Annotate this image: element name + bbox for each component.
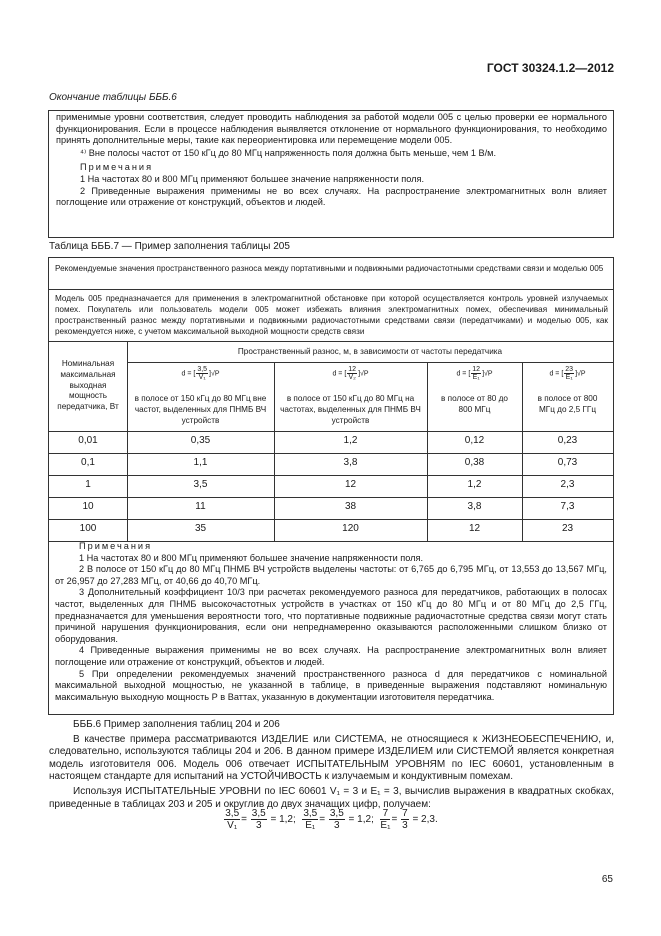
note-4: 4 Приведенные выражения применимы не во всех случаях. На распространение электромагнитных волн влияет поглощение или отражение от конструкций, объектов и людей. [55,645,607,667]
continuation-title: Окончание таблицы БББ.6 [49,92,177,103]
prev-table-footnote: ⁴⁾ Вне полосы частот от 150 кГц до 80 МГц напряженность поля должна быть меньше, чем 1 В/м. [80,147,497,158]
formula-col-4: d = [ $\frac{23}{\text{E₁}}$ ]√P [549,366,586,381]
prev-note-1: 1 На частотах 80 и 800 МГц применяют большее значение напряженности поля. [80,173,425,184]
col-desc-1: в полосе от 150 кГц до 80 МГц вне частот, выделенных для ПНМБ ВЧ устройств [134,394,267,425]
note-2: 2 В полосе от 150 кГц до 80 МГц ПНМБ ВЧ устройств выделены частоты: от 6,765 до 6,795 МГц, от 13,553 до 13,567 МГц, от 26,957 до 27,283 МГц, от 40,66 до 40,70 МГц. [55,564,607,586]
table-intro-2: Модель 005 предназначается для применения в электромагнитной обстановке при которой осуществляется контроль уровней излучаемых помех. Покупатель или пользователь модели 005 может избежать влияния электромагнитных помех, обеспечивая минимальный пространственный разнос между портативными и подвижными радиочастотными средствами связи (передатчиками) и моделью 005, как рекомендуется ниже, с учетом максимальной выходной мощности средств связи [55,294,608,336]
table-bbb7: Рекомендуемые значения пространственного разноса между портативными и подвижными радиочастотными средствами связи и моделью 005 Модель 005 предназначается для применения в электромагнитной обстановке при которой осуществляется контроль уровней излучаемых помех. Покупатель или пользователь модели 005 может избежать влияния электромагнитных помех, обеспечивая минимальный пространственный разнос между портативными и подвижными радиочастотными средствами связи (передатчиками) и моделью 005, как рекомендуется ниже, с учетом максимальной выходной мощности средств связи Номинальная максимальная выходная мощность передатчика, Вт Пространственный разнос, м, в зависимости от частоты передатчика d = [ $\frac{3,5}{\text{V₁}}$ ]√P d = [ $\frac{12}{\text{V₂}}$ ]√P d = [ $\frac{12}{\text{E₁}}$ ]√P d = [ $\frac{23}{\text{E₁}}$ ]√P в полосе от 150 кГц до 80 МГц вне частот, выделенных для ПНМБ ВЧ устройств в полосе от 150 кГц до 80 МГц на частотах, выделенных для ПНМБ ВЧ устройств в полосе от 80 до 800 МГц в полосе от 800 МГц до 2,5 ГГц 0,01 0,35 1,2 0,12 0,23 0,1 1,1 3,8 0,38 0,73 1 3,5 12 1,2 2,3 10 11 38 3,8 7,3 100 35 120 12 23 Примечания 1 На частотах 80 и 800 МГц применяют большее значение напряженности поля. 2 В полосе от 150 кГц до 80 МГц ПНМБ ВЧ устройств выделены частоты: от 6,765 до 6,795 МГц, от 13,553 до 13,567 МГц, от 26,957 до 27,283 МГц, от 40,66 до 40,70 МГц. 3 Дополнительный коэффициент 10/3 при расчетах рекомендуемого разноса для передатчиков, работающих в полосах частот, выделенных для ПНМБ высокочастотных устройств в участках от 150 кГц до 80 МГц и от 80 МГц до 2,5 ГГц, предназначается для уменьшения вероятности того, что портативные подвижные радиочастотные средства связи могут стать причиной нарушения функционирования, если они непреднамеренно оказываются расположенными слишком близко от оборудования. 4 Приведенные выражения применимы не во всех случаях. На распространение электромагнитных волн влияет поглощение или отражение от конструкций, объектов и людей. 5 При определении рекомендуемых значений пространственного разноса d для передатчиков с номинальной максимальной выходной мощностью, не указанной в таблице, в приведенные выражения подставляют номинальную максимальную выходную мощность Р в Ваттах, указанную в документации изготовителя передатчика. [48,257,614,715]
col-header-power: Номинальная максимальная выходная мощность передатчика, Вт [57,359,119,412]
result-equation: $\frac{3,5}{\text{V₁}}$ = $\frac{3,5}{3}$ = 1,2; $\frac{3,5}{\text{E₁}}$ = $\frac{3,5}{3}$ = 1,2; $\frac{7}{\text{E₁}}$ = $\frac{7}{3}$ = 2,3. [225,808,438,831]
section-para-1: В качестве примера рассматриваются ИЗДЕЛИЕ или СИСТЕМА, не относящиеся к ЖИЗНЕОБЕСПЕЧЕНИЮ, и, следовательно, используются таблицы 204 и 206. В данном примере ИЗДЕЛИЕМ или СИСТЕМОЙ является конкретная модель изготовителя 006. Модель 006 отвечает ИСПЫТАТЕЛЬНЫМ УРОВНЯМ по IEC 60601, установленным в настоящем стандарте для испытаний на УСТОЙЧИВОСТЬ к излучаемым и кондуктивным помехам. [49,733,614,783]
col-desc-2: в полосе от 150 кГц до 80 МГц на частотах, выделенных для ПНМБ ВЧ устройств [280,394,421,425]
prev-table-end [48,110,614,238]
group-header: Пространственный разнос, м, в зависимости от частоты передатчика [237,347,503,356]
section-title: БББ.6 Пример заполнения таблиц 204 и 206 [73,719,280,730]
page-number: 65 [601,874,613,885]
prev-table-para: применимые уровни соответствия, следует проводить наблюдения за работой модели 005 с целью проверки ее нормального функционирования. Если в процессе наблюдения выявляется отклонение от нормального функционирования, то необходимо принять дополнительные меры, такие как переориентировка или перемещение модели 005. [56,112,607,146]
note-1: 1 На частотах 80 и 800 МГц применяют большее значение напряженности поля. [79,552,424,563]
prev-note-2: 2 Приведенные выражения применимы не во всех случаях. На распространение электромагнитных волн влияет поглощение или отражение от конструкций, объектов и людей. [56,185,607,208]
note-5: 5 При определении рекомендуемых значений пространственного разноса d для передатчиков с номинальной максимальной выходной мощностью, не указанной в таблице, в приведенные выражения подставляют номинальную максимальную выходную мощность Р в Ваттах, указанную в документации изготовителя передатчика. [55,668,607,702]
section-bbb6 [49,719,614,811]
table-intro-1: Рекомендуемые значения пространственного разноса между портативными и подвижными радиочастотными средствами связи и моделью 005 [55,264,604,273]
section-para-2: Используя ИСПЫТАТЕЛЬНЫЕ УРОВНИ по IEC 60601 V₁ = 3 и E₁ = 3, вычислив выражения в квадратных скобках, приведенные в таблицах 203 и 205 и округлив до двух значащих цифр, получаем: [49,785,614,810]
formula-col-1: d = [ $\frac{3,5}{\text{V₁}}$ ]√P [181,366,220,381]
prev-notes-title: Примечания [80,162,154,173]
table-caption: Таблица БББ.7 — Пример заполнения таблицы 205 [49,241,290,252]
table-notes [55,541,607,703]
col-desc-4: в полосе от 800 МГц до 2,5 ГГц [537,394,598,414]
col-desc-3: в полосе от 80 до 800 МГц [441,394,508,414]
notes-title: Примечания [79,541,153,551]
note-3: 3 Дополнительный коэффициент 10/3 при расчетах рекомендуемого разноса для передатчиков, работающих в полосах частот, выделенных для ПНМБ высокочастотных устройств в участках от 150 кГц до 80 МГц и от 80 МГц до 2,5 ГГц, предназначается для уменьшения вероятности того, что портативные подвижные радиочастотные средства связи могут стать причиной нарушения функционирования, если они непреднамеренно оказываются расположенными слишком близко от оборудования. [55,587,607,644]
document-id: ГОСТ 30324.1.2—2012 [486,61,614,75]
formula-col-3: d = [ $\frac{12}{\text{E₁}}$ ]√P [456,366,493,381]
formula-col-2: d = [ $\frac{12}{\text{V₂}}$ ]√P [332,366,369,381]
